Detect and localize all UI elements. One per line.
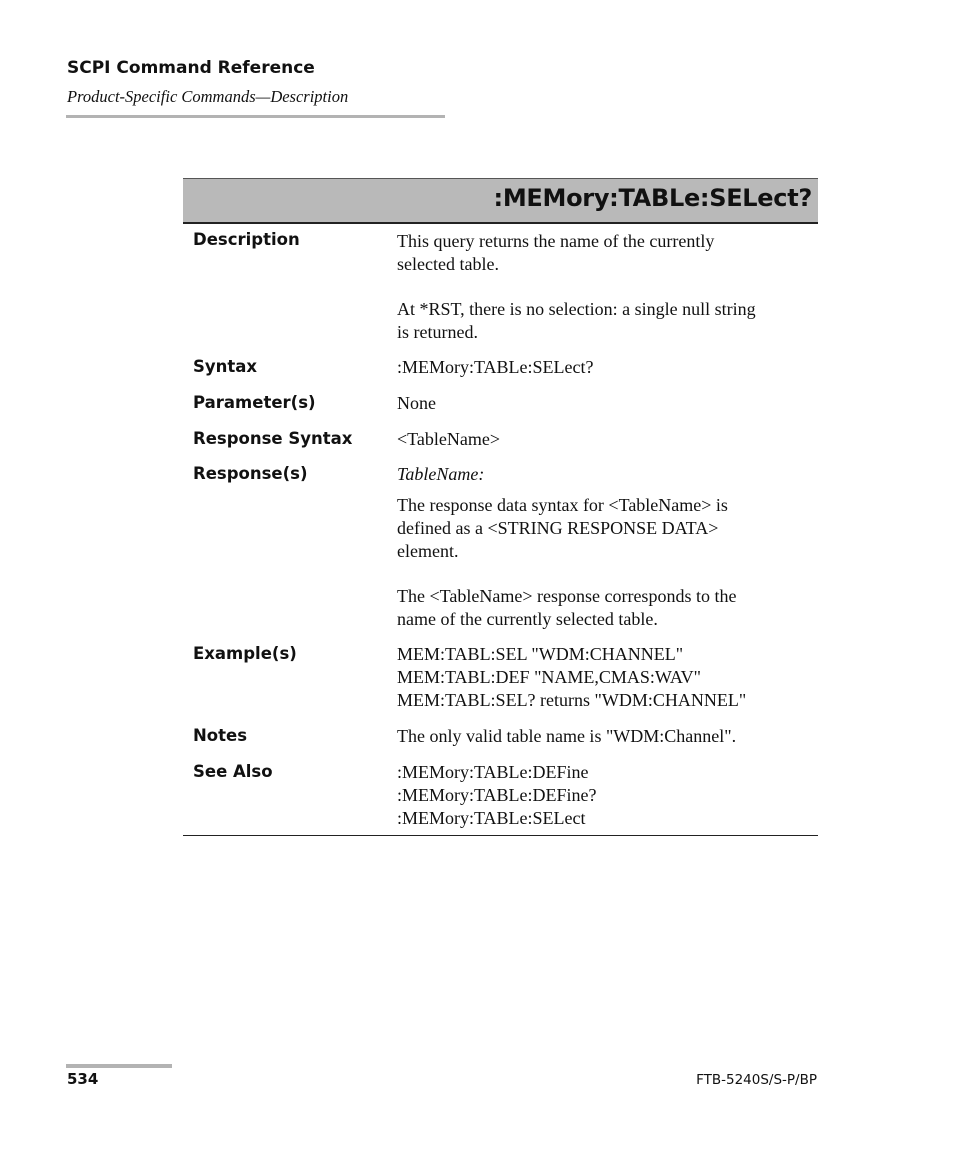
responses-label: Response(s)	[193, 464, 308, 483]
see-also-text	[397, 761, 817, 830]
parameters-value: None	[397, 393, 436, 413]
syntax-label: Syntax	[193, 357, 258, 376]
section-subtitle: Product-Specific Commands—Description	[67, 87, 349, 106]
response-syntax-value: <TableName>	[397, 429, 500, 449]
product-name: FTB-5240S/S-P/BP	[696, 1072, 817, 1088]
see-also-label: See Also	[193, 762, 273, 781]
response-param-name: TableName:	[397, 464, 485, 484]
header-divider	[66, 115, 445, 118]
notes-label: Notes	[193, 726, 248, 745]
responses-line: defined as a <STRING RESPONSE DATA>	[397, 518, 719, 538]
responses-line: element.	[397, 541, 459, 561]
responses-text	[397, 463, 817, 631]
parameters-label: Parameter(s)	[193, 393, 316, 412]
example-line: MEM:TABL:DEF "NAME,CMAS:WAV"	[397, 667, 701, 687]
section-title: SCPI Command Reference	[67, 58, 315, 78]
footer-divider	[66, 1064, 172, 1068]
example-line: MEM:TABL:SEL? returns "WDM:CHANNEL"	[397, 690, 747, 710]
responses-line: The response data syntax for <TableName> is	[397, 495, 728, 515]
see-also-link: :MEMory:TABLe:SELect	[397, 808, 586, 828]
description-label: Description	[193, 230, 300, 249]
page-number: 534	[67, 1070, 99, 1088]
description-line: is returned.	[397, 322, 478, 342]
command-title-bar	[183, 178, 818, 224]
responses-line: name of the currently selected table.	[397, 609, 658, 629]
description-text	[397, 230, 817, 344]
command-title: :MEMory:TABLe:SELect?	[493, 184, 812, 212]
table-bottom-rule	[183, 835, 818, 836]
description-line: At *RST, there is no selection: a single null string	[397, 299, 756, 319]
syntax-value: :MEMory:TABLe:SELect?	[397, 357, 594, 377]
response-syntax-label: Response Syntax	[193, 429, 353, 448]
see-also-link: :MEMory:TABLe:DEFine?	[397, 785, 597, 805]
example-line: MEM:TABL:SEL "WDM:CHANNEL"	[397, 644, 684, 664]
examples-label: Example(s)	[193, 644, 297, 663]
see-also-link: :MEMory:TABLe:DEFine	[397, 762, 589, 782]
description-line: This query returns the name of the currently	[397, 231, 715, 251]
notes-value: The only valid table name is "WDM:Channel".	[397, 726, 737, 746]
responses-line: The <TableName> response corresponds to the	[397, 586, 737, 606]
description-line: selected table.	[397, 254, 499, 274]
examples-text	[397, 643, 817, 712]
